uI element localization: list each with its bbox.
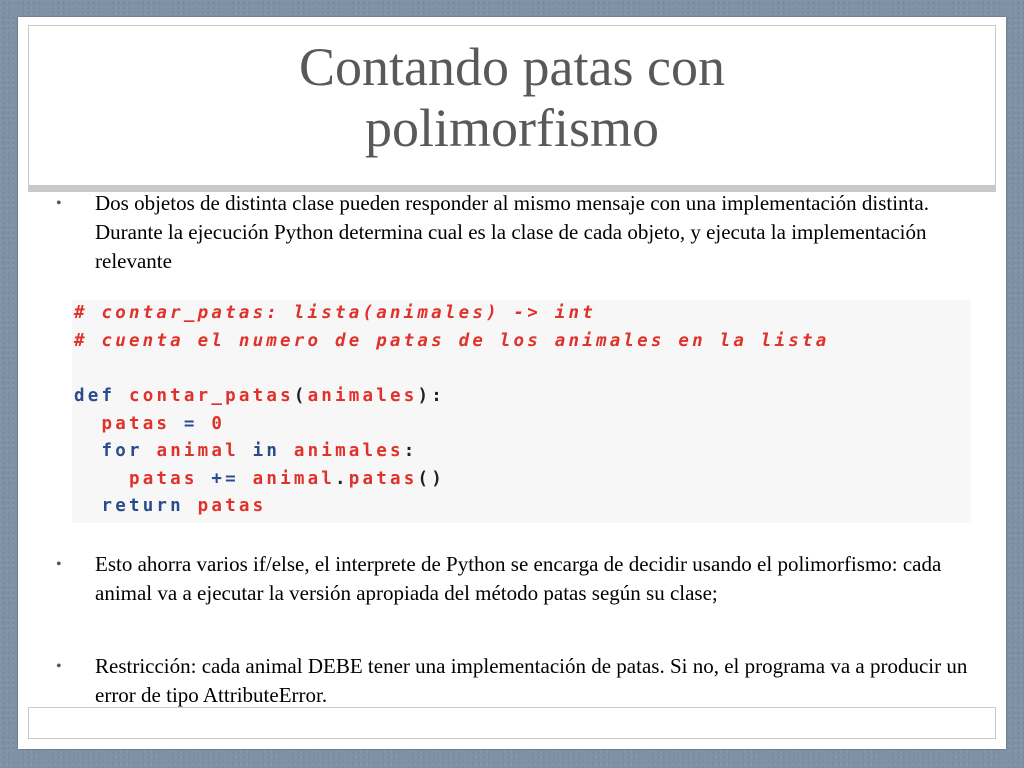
code-variable: animal (252, 469, 336, 489)
code-punct: ( (293, 386, 308, 406)
code-punct: () (417, 469, 445, 489)
code-keyword-in: in (252, 441, 281, 461)
code-method: patas (348, 469, 418, 489)
code-line-comment-2 (74, 328, 829, 356)
code-comment: # contar_patas: lista(animales) -> int (74, 303, 596, 323)
code-keyword-return: return (101, 496, 184, 516)
code-line-def (74, 383, 445, 411)
code-operator: += (211, 469, 239, 489)
bullet-marker: • (56, 658, 62, 675)
code-punct: . (335, 469, 349, 489)
code-variable: animal (156, 441, 239, 461)
bullet-text: Restricción: cada animal DEBE tener una implementación de patas. Si no, el programa va a producir un error de tipo AttributeError. (95, 654, 968, 707)
code-line-accumulate (74, 466, 445, 494)
bullet-marker: • (56, 556, 62, 573)
code-line-assign (74, 411, 225, 439)
code-block (72, 300, 971, 523)
code-line-return (74, 493, 266, 521)
bullet-marker: • (56, 195, 62, 212)
slide-title-line-1: Contando patas con (299, 37, 725, 97)
code-operator: = (183, 414, 198, 434)
code-keyword-for: for (101, 441, 143, 461)
code-number: 0 (211, 414, 226, 434)
code-variable: animales (293, 441, 404, 461)
code-param: animales (307, 386, 418, 406)
code-variable: patas (128, 469, 198, 489)
code-variable: patas (197, 496, 267, 516)
bullet-text: Esto ahorra varios if/else, el interprete de Python se encarga de decidir usando el polimorfismo: cada animal va a ejecutar la versión apropiada del método patas según su clase; (95, 552, 942, 605)
code-function-name: contar_patas (128, 386, 294, 406)
slide-title-line-2: polimorfismo (365, 98, 659, 158)
code-line-for (74, 438, 418, 466)
code-punct: : (403, 441, 418, 461)
bullet-item (56, 189, 991, 279)
code-keyword-def: def (74, 386, 116, 406)
code-line-comment-1 (74, 300, 596, 328)
bullet-text: Dos objetos de distinta clase pueden responder al mismo mensaje con una implementación distinta. Durante la ejecución Python determina cual es la clase de cada objeto, y ejecuta la implementación relevante (95, 191, 929, 273)
code-punct: ): (417, 386, 445, 406)
code-comment: # cuenta el numero de patas de los animales en la lista (74, 331, 830, 351)
bullet-item (56, 550, 991, 640)
bullet-item (56, 652, 991, 714)
slide (18, 17, 1006, 749)
code-variable: patas (101, 414, 171, 434)
